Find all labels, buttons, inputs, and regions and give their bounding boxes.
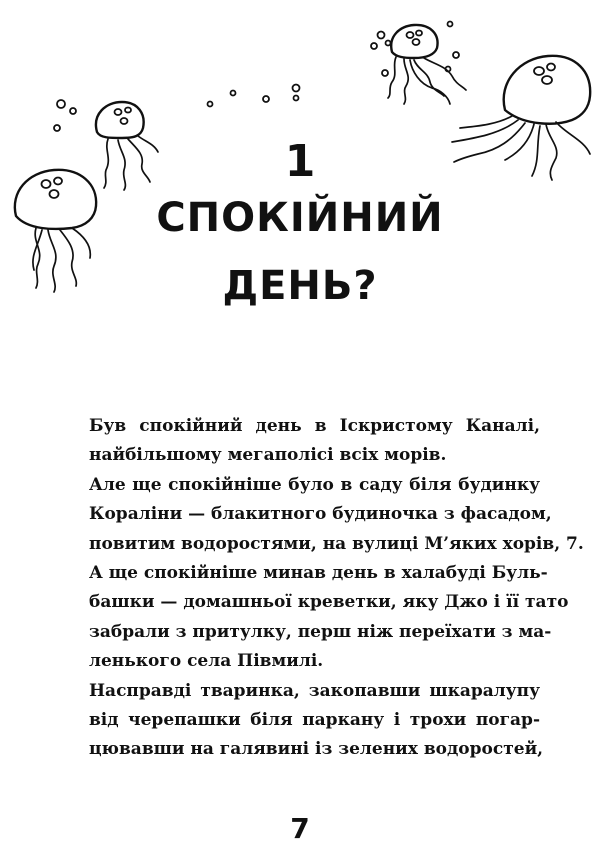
paragraph-2: [89, 471, 584, 559]
text-line: від черепашки біля паркану і трохи погар-: [89, 710, 540, 731]
paragraph-3: [89, 559, 569, 677]
text-line: Кораліни — блакитного будиночка з фасадом,: [89, 504, 552, 525]
text-line: найбільшому мегаполісі всіх морів.: [89, 445, 447, 466]
body-text: [89, 412, 584, 765]
text-line: цювавши на галявині із зелених водоростей,: [89, 739, 544, 760]
chapter-number: 1: [284, 136, 316, 187]
page-number: 7: [290, 812, 310, 845]
chapter-title-line-1: СПОКІЙНИЙ: [156, 195, 444, 241]
text-line: ленького села Півмилі.: [89, 651, 324, 672]
text-line: Був спокійний день в Іскристому Каналі,: [89, 416, 540, 436]
text-line: башки — домашньої креветки, яку Джо і її тато: [89, 592, 569, 613]
text-line: Але ще спокійніше було в саду біля будинку: [89, 474, 540, 495]
jellyfish-icon: [388, 25, 466, 104]
text-line: Насправді тваринка, закопавши шкаралупу: [89, 680, 540, 701]
chapter-title-line-2: ДЕНЬ?: [222, 263, 378, 309]
text-line: повитим водоростями, на вулиці М’яких хорів, 7.: [89, 533, 584, 554]
text-line: А ще спокійніше минав день в халабуді Буль-: [89, 563, 548, 584]
text-line: забрали з притулку, перш ніж переїхати з ма-: [89, 621, 552, 642]
paragraph-1: [89, 412, 540, 471]
paragraph-4: [89, 677, 544, 765]
